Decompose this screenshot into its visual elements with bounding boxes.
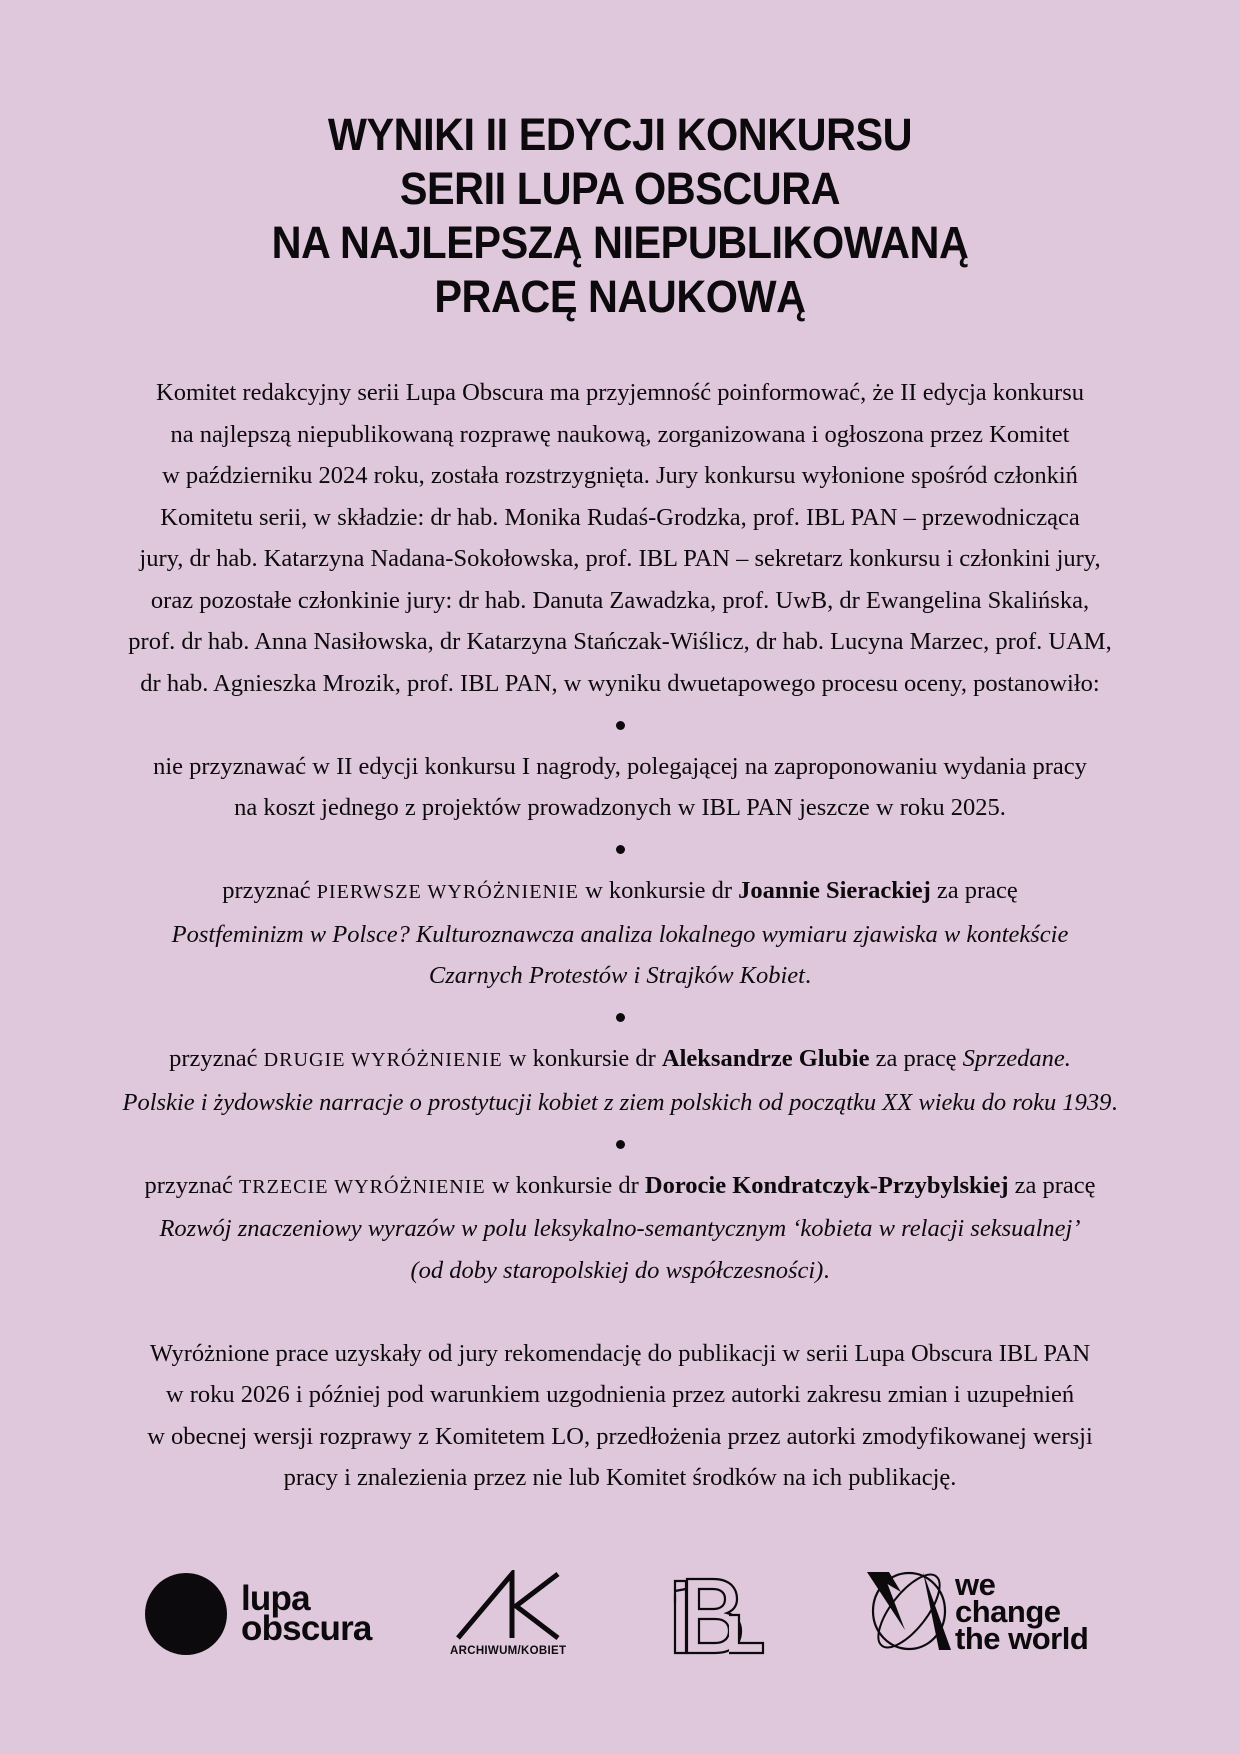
decision-third-distinction	[50, 1165, 1190, 1292]
period: .	[1111, 1088, 1118, 1116]
decision-line	[50, 870, 1190, 914]
intro-line: prof. dr hab. Anna Nasiłowska, dr Katarzyna Stańczak-Wiślicz, dr hab. Lucyna Marzec, prof. UAM,	[128, 628, 1112, 655]
we-change-the-world-logo	[865, 1566, 1089, 1656]
work-title-line	[50, 955, 1190, 997]
intro-line: w październiku 2024 roku, została rozstrzygnięta. Jury konkursu wyłonione spośród członkiń	[162, 462, 1078, 489]
decision-line: na koszt jednego z projektów prowadzonych w IBL PAN jeszcze w roku 2025.	[234, 794, 1006, 821]
decision-mid: w konkursie dr	[578, 877, 739, 904]
spacer	[50, 1291, 1190, 1333]
awardee-name: Dorocie Kondratczyk-Przybylskiej	[644, 1171, 1009, 1199]
ak-monogram-icon	[450, 1570, 566, 1642]
closing-line: w roku 2026 i później pod warunkiem uzgodnienia przez autorki zakresu zmian i uzupełnień	[165, 1381, 1075, 1408]
logo-text: the world	[955, 1620, 1089, 1656]
decision-no-prize	[50, 746, 1190, 829]
work-title: Postfeminizm w Polsce? Kulturoznawcza analiza lokalnego wymiaru zjawiska w kontekście	[171, 920, 1069, 948]
bullet-dot-icon	[616, 1140, 625, 1149]
title-line: PRACĘ NAUKOWĄ	[434, 271, 806, 322]
closing-line: pracy i znalezienia przez nie lub Komitet środków na ich publikację.	[283, 1464, 957, 1491]
work-title: Czarnych Protestów i Strajków Kobiet	[428, 962, 805, 989]
decision-suffix: za pracę	[1008, 1171, 1096, 1199]
ibl-logo	[673, 1575, 765, 1660]
work-title-line	[50, 1250, 1190, 1292]
work-title-line	[50, 914, 1190, 956]
closing-line: w obecnej wersji rozprawy z Komitetem LO, przedłożenia przez autorki zmodyfikowanej wersji	[147, 1422, 1093, 1450]
bullet-separator	[50, 704, 1190, 746]
decision-prefix: przyznać	[169, 1045, 264, 1072]
intro-line: dr hab. Agnieszka Mrozik, prof. IBL PAN, w wyniku dwuetapowego procesu oceny, postanowiło:	[140, 669, 1100, 697]
period: .	[823, 1256, 830, 1284]
page-title	[50, 108, 1191, 324]
period: .	[805, 962, 812, 989]
intro-line: Komitet redakcyjny serii Lupa Obscura ma przyjemność poinformować, że II edycja konkursu	[156, 379, 1084, 406]
work-title: (od doby staropolskiej do współczesności)	[410, 1256, 824, 1284]
bullet-separator	[50, 1123, 1190, 1165]
decision-suffix: za pracę	[930, 877, 1018, 904]
decision-mid: w konkursie dr	[502, 1045, 662, 1072]
bullet-dot-icon	[616, 1013, 625, 1022]
decision-mid: w konkursie dr	[485, 1171, 645, 1199]
announcement-body	[50, 372, 1190, 1499]
title-line: NA NAJLEPSZĄ NIEPUBLIKOWANĄ	[271, 217, 969, 268]
closing-line: Wyróżnione prace uzyskały od jury rekomendację do publikacji w serii Lupa Obscura IBL PAN	[149, 1339, 1091, 1367]
bullet-separator	[50, 997, 1190, 1039]
bullet-dot-icon	[616, 845, 625, 854]
work-title: Polskie i żydowskie narracje o prostytucji kobiet z ziem polskich od początku XX wieku do roku 1939	[122, 1088, 1112, 1116]
logo-text: lupa	[241, 1579, 310, 1618]
closing-paragraph	[50, 1333, 1190, 1499]
logo-text: obscura	[241, 1609, 372, 1648]
work-title-line	[50, 1208, 1190, 1250]
work-title-line	[50, 1082, 1190, 1124]
title-line: WYNIKI II EDYCJI KONKURSU	[327, 109, 913, 160]
ibl-monogram-icon	[673, 1575, 765, 1655]
decision-prefix: przyznać	[222, 877, 317, 904]
logo-text: we	[955, 1566, 996, 1602]
work-title: Rozwój znaczeniowy wyrazów w polu leksykalno-semantycznym ‘kobieta w relacji seksualnej’	[159, 1215, 1081, 1242]
logo-caption: ARCHIWUM/KOBIET	[450, 1645, 567, 1657]
decision-line	[50, 1038, 1190, 1082]
award-label: TRZECIE WYRÓŻNIENIE	[238, 1175, 486, 1198]
award-label: PIERWSZE WYRÓŻNIENIE	[316, 881, 579, 903]
awardee-name: Aleksandrze Glubie	[661, 1045, 870, 1072]
intro-paragraph	[50, 372, 1190, 704]
awardee-name: Joannie Sierackiej	[738, 877, 931, 904]
intro-line: oraz pozostałe członkinie jury: dr hab. Danuta Zawadzka, prof. UwB, dr Ewangelina Skalińska,	[150, 586, 1090, 614]
decision-line	[50, 1165, 1190, 1209]
bullet-separator	[50, 829, 1190, 871]
orbit-emblem-icon	[865, 1570, 953, 1652]
lupa-obscura-logo	[145, 1573, 372, 1655]
logo-text: change	[955, 1593, 1061, 1629]
partner-logos	[0, 1565, 1240, 1665]
title-line: SERII LUPA OBSCURA	[399, 163, 841, 214]
intro-line: na najlepszą niepublikowaną rozprawę naukową, zorganizowana i ogłoszona przez Komitet	[170, 420, 1070, 448]
award-label: DRUGIE WYRÓŻNIENIE	[263, 1049, 503, 1071]
circle-icon	[145, 1573, 227, 1655]
lupa-obscura-wordmark	[241, 1579, 372, 1648]
we-change-the-world-wordmark	[955, 1566, 1089, 1656]
intro-line: jury, dr hab. Katarzyna Nadana-Sokołowska, prof. IBL PAN – sekretarz konkursu i członkini jury,	[139, 545, 1101, 572]
decision-line: nie przyznawać w II edycji konkursu I nagrody, polegającej na zaproponowaniu wydania pracy	[153, 752, 1087, 780]
decision-prefix: przyznać	[144, 1171, 239, 1199]
decision-first-distinction	[50, 870, 1190, 997]
archiwum-kobiet-logo	[450, 1570, 566, 1657]
intro-line: Komitetu serii, w składzie: dr hab. Monika Rudaś-Grodzka, prof. IBL PAN – przewodnicząca	[160, 503, 1080, 531]
work-title: Sprzedane.	[962, 1045, 1071, 1072]
bullet-dot-icon	[616, 721, 625, 730]
decision-second-distinction	[50, 1038, 1190, 1123]
decision-suffix: za pracę	[869, 1045, 963, 1072]
